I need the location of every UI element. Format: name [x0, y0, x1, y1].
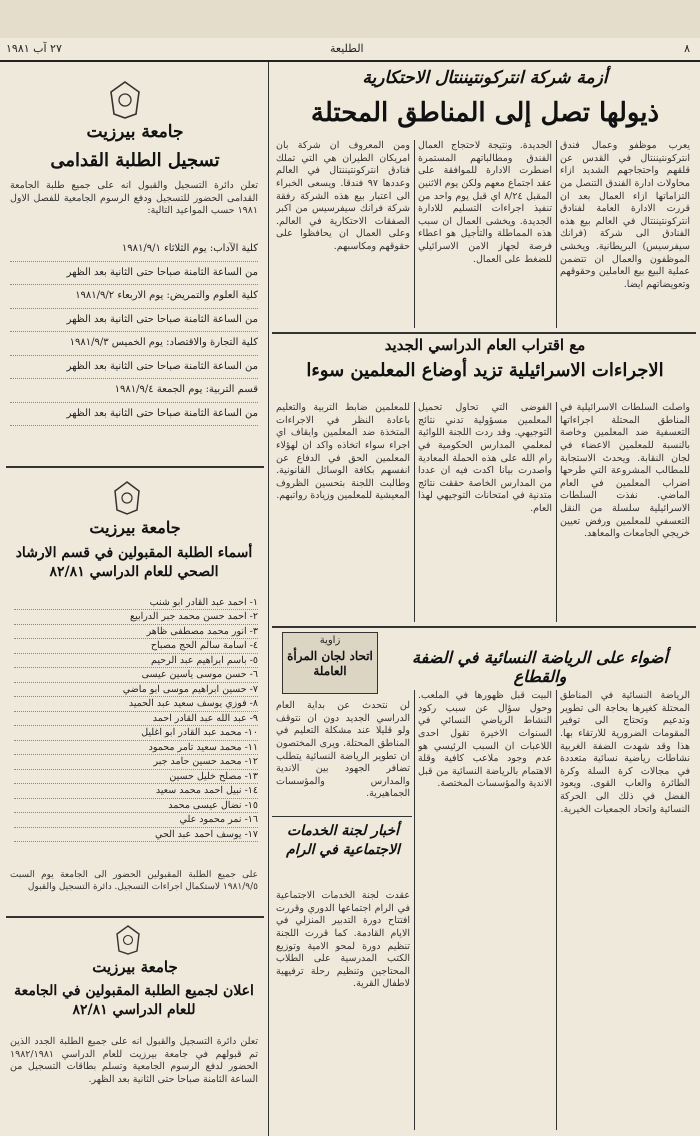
article4-body: عقدت لجنة الخدمات الاجتماعية في الرام اجتماعها الدوري وقررت افتتاح دورة التدبير المنزلي في الايام القادمة. كما قررت اللجنة تنظيم دورة لمحو الامية وتوزيع الكتب المدرسية على الطلاب المحتاجين وتنظيم رحلة ترفيهية لاطفال القرية.	[276, 890, 410, 990]
column-divider	[414, 140, 415, 328]
masthead	[0, 38, 700, 62]
list-item: ١٠- محمد عبد القادر ابو اغليل	[14, 726, 258, 740]
page-number: ٨	[684, 42, 690, 55]
article1-kicker: أزمة شركة انتركونتيننتال الاحتكارية	[362, 68, 608, 88]
ad1-title: تسجيل الطلبة القدامى	[50, 150, 220, 171]
list-item: ١٥- نضال عيسى محمد	[14, 799, 258, 813]
list-item: ١٤- نبيل احمد محمد سعيد	[14, 784, 258, 798]
university-emblem-icon	[112, 480, 142, 516]
women-union-title: اتحاد لجان المرأة العاملة	[287, 649, 373, 678]
column-divider	[556, 690, 557, 1130]
women-union-box	[282, 632, 378, 694]
article2-headline: الاجراءات الاسرائيلية تزيد أوضاع المعلمين سوءا	[306, 360, 664, 381]
list-item: ٢- احمد حسن محمد جبر الدرابيع	[14, 610, 258, 624]
list-item: ٩- عبد الله عبد القادر احمد	[14, 712, 258, 726]
schedule-line: من الساعة الثامنة صباحا حتى الثانية بعد الظهر	[10, 403, 258, 427]
list-item: ١- احمد عبد القادر ابو شنب	[14, 596, 258, 610]
university-emblem-icon	[114, 924, 142, 956]
schedule-line: من الساعة الثامنة صباحا حتى الثانية بعد الظهر	[10, 309, 258, 333]
schedule-line: من الساعة الثامنة صباحا حتى الثانية بعد الظهر	[10, 356, 258, 380]
article3-col2: البيت قبل ظهورها في الملعب. وحول سؤال عن سبب ركود النشاط الرياضي النسائي في السنوات الاخيرة تقول احدى اللاعبات ان السبب الرئيسي هو عدم وجود ملاعب كافية وقلة الاهتمام بالرياضة النسائية من قبل الاندية والمؤسسات المختصة.	[418, 690, 552, 790]
article4-headline: أخبار لجنة الخدمات الاجتماعية في الرام	[286, 823, 400, 858]
schedule-line: من الساعة الثامنة صباحا حتى الثانية بعد الظهر	[10, 262, 258, 286]
article3-col1: الرياضة النسائية في المناطق المحتلة كغيرها بحاجة الى تطوير وتدعيم وتحتاج الى توفير المقومات الضرورية للارتقاء بها. هذا وقد شهدت الضفة الغربية نشاطات رياضية نسائية متعددة في مجالات كرة السلة وكرة الطائرة والعاب القوى. ويعود الفضل في ذلك الى الحركة النسائية واتحاد الجمعيات الخيرية.	[560, 690, 690, 815]
ad-divider	[6, 466, 264, 468]
list-item: ١١- محمد سعيد تامر محمود	[14, 741, 258, 755]
university-emblem-icon	[108, 80, 142, 120]
accepted-names-list	[14, 596, 258, 842]
article1-col3: ومن المعروف ان شركة بان امريكان الطيران هي التي تملك فنادق انتركونتيننتال في العالم وعددها ٩٧ فندقا. ويسعى الخبراء الى اعتبار بيع هذه الشركة رفقة شركة فرانك سيفرسيس من اكبر الصفقات الاحتكارية في العالم. وعلى العمال ان يحافظوا على حقوقهم ومكاسبهم.	[276, 140, 410, 252]
university-name-1: جامعة بيرزيت	[86, 122, 184, 142]
article1-col1: يعرب موظفو وعمال فندق انتركونتيننتال في القدس عن قلقهم واحتجاجهم الشديد ازاء محاولات ادارة الفندق التنصل من التزاماتها ازاء العمال بعد ان قررت الادارة العامة لفنادق انتركونتيننتال في العالم بيع هذه الفنادق الى شركة (فرانك سيفرسيس) البريطانية. ويخشى الموظفون والعمال ان تتضمن عملية البيع بيع العاملين وحقوقهم وتعويضاتهم ايضا.	[560, 140, 690, 290]
ad1-intro: تعلن دائرة التسجيل والقبول انه على جميع طلبة الجامعة القدامى الحضور للتسجيل ودفع الرسوم الجامعية للفصل الاول ١٩٨١ حسب المواعيد التالية:	[10, 180, 258, 217]
list-item: ١٢- محمد حسين حامد جبر	[14, 755, 258, 769]
schedule-line: كلية التجارة والاقتصاد: يوم الخميس ١٩٨١/٩/٣	[10, 332, 258, 356]
list-item: ٧- حسين ابراهيم موسى ابو ماضي	[14, 683, 258, 697]
column-divider	[414, 402, 415, 622]
schedule-line: كلية العلوم والتمريض: يوم الاربعاء ١٩٨١/٩/٢	[10, 285, 258, 309]
ad2-footer: على جميع الطلبة المقبولين الحضور الى الجامعة يوم السبت ١٩٨١/٩/٥ لاستكمال اجراءات التسجيل. دائرة التسجيل والقبول	[10, 870, 258, 892]
article2-col3: للمعلمين ضابط التربية والتعليم باعادة النظر في الاجراءات المتخذة ضد المعلمين وايقاف اي اجراء سواء اتخاذه واكد ان لهؤلاء المعلمين الحق في الدفاع عن انفسهم بكافة الوسائل القانونية. وطالبت اللجنة بتحسين الظروف المعيشية للمعلمين وزيادة رواتبهم.	[276, 402, 410, 502]
article1-col2: الجديدة. ونتيجة لاحتجاج العمال الفندق ومطالباتهم المستمرة اضطرت الادارة للموافقة على عقد اجتماع معهم ولكن يوم الاثنين المقبل ٨/٢٤ اي قبل يوم واحد من تنفيذ اجراءات التسليم للادارة الجديدة. ويخشى العمال ان سبب هذه المماطلة والتأجيل هو اعطاء فرصة لجهاز الامن الاسرائيلي للضغط على العمال.	[418, 140, 552, 265]
list-item: ١٧- يوسف احمد عبد الحي	[14, 828, 258, 842]
ad3-title: اعلان لجميع الطلبة المقبولين في الجامعة للعام الدراسي ٨٢/٨١	[14, 983, 254, 1018]
article3-col3: لن نتحدث عن بداية العام الدراسي الجديد دون ان نتوقف ولو قليلا عند مشكلة التعليم في المناطق المحتلة. ويرى المختصون ان تطوير الرياضة النسائية يتطلب تضافر الجهود بين الاندية والمدارس والمؤسسات الجماهيرية.	[276, 700, 410, 800]
ad3-body: تعلن دائرة التسجيل والقبول انه على جميع الطلبة الجدد الذين تم قبولهم في جامعة بيرزيت للعام الدراسي ١٩٨٢/١٩٨١ الحضور لدفع الرسوم الجامعية وتسلم بطاقات التسجيل من الساعة الثامنة صباحا حتى الثانية بعد الظهر.	[10, 1036, 258, 1085]
list-item: ١٦- نمر محمود علي	[14, 813, 258, 827]
university-name-3: جامعة بيرزيت	[92, 958, 178, 976]
article-divider	[272, 626, 696, 628]
article1-headline: ذيولها تصل إلى المناطق المحتلة	[310, 98, 660, 128]
ad2-title: أسماء الطلبة المقبولين في قسم الارشاد الصحي للعام الدراسي ٨٢/٨١	[15, 545, 253, 580]
article2-kicker: مع اقتراب العام الدراسي الجديد	[384, 336, 586, 354]
list-item: ١٣- مصلح خليل حسين	[14, 770, 258, 784]
column-label: زاوية	[319, 635, 341, 646]
article2-col1: واصلت السلطات الاسرائيلية في المناطق المحتلة اجراءاتها التعسفية ضد المعلمين وخاصة بالنسبة للمعلمين الاعضاء في لجان النقابة. ويحدث الاستجابة للمطالب المشروعة التي طرحها اضراب المعلمين في العام الماضي. نفذت السلطات الاسرائيلية سلسلة من النقل التعسفي للمعلمين ورفض تعيين خريجي الجامعات والمعاهد.	[560, 402, 690, 540]
column-divider	[556, 140, 557, 328]
list-item: ٣- انور محمد مصطفى ظاهر	[14, 625, 258, 639]
list-item: ٦- حسن موسى ياسين عيسى	[14, 668, 258, 682]
column-divider	[268, 62, 269, 1136]
schedule-line: كلية الآداب: يوم الثلاثاء ١٩٨١/٩/١	[10, 238, 258, 262]
article3-headline: أضواء على الرياضة النسائية في الضفة والقطاع	[412, 648, 668, 686]
column-divider	[414, 690, 415, 1130]
column-divider	[556, 402, 557, 622]
ad1-schedule	[10, 238, 258, 426]
list-item: ٨- فوزي يوسف سعيد عبد الحميد	[14, 697, 258, 711]
ad-divider	[6, 916, 264, 918]
list-item: ٥- باسم ابراهيم عبد الرحيم	[14, 654, 258, 668]
paper-name: الطليعة	[330, 42, 364, 55]
article-divider	[272, 332, 696, 334]
issue-date: ٢٧ آب ١٩٨١	[6, 42, 62, 55]
list-item: ٤- اسامة سالم الحج مصباح	[14, 639, 258, 653]
article-divider	[272, 816, 412, 817]
scan-margin	[0, 0, 700, 38]
article2-col2: الفوضى التي تحاول تحميل المعلمين مسؤولية تدني نتائج التوجيهي. وقد ردت اللجنة اللوائية لمعلمي المدارس الحكومية في رام الله على هذه الحملة المعادية واصدرت بيانا اكدت فيه ان عددا من المدارس الخاصة حققت نتائج متدنية في امتحانات التوجيهي لهذا العام.	[418, 402, 552, 514]
university-name-2: جامعة بيرزيت	[89, 518, 181, 537]
schedule-line: قسم التربية: يوم الجمعة ١٩٨١/٩/٤	[10, 379, 258, 403]
